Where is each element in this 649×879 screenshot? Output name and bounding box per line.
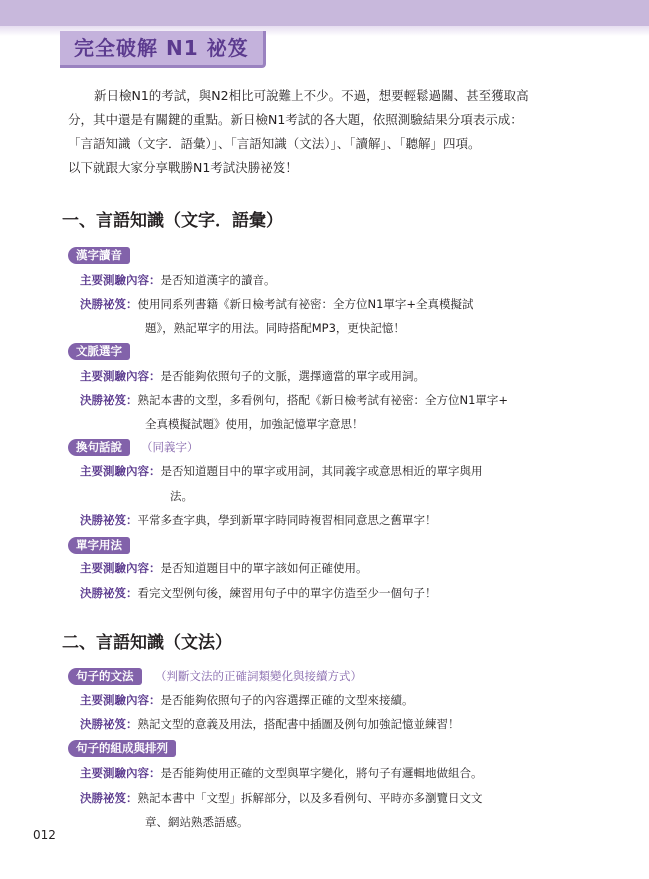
test-content-text: 是否能夠依照句子的文脈，選擇適當的單字或用詞。: [160, 369, 425, 383]
title-banner: [60, 31, 266, 68]
test-content-label: 主要測驗內容：: [80, 766, 161, 780]
test-content-text: 是否知道漢字的讀音。: [160, 273, 276, 287]
test-content-label: 主要測驗內容：: [80, 369, 161, 383]
tip-label: 決勝祕笈：: [80, 297, 138, 311]
section-heading-grammar: 二、言語知識（文法）: [62, 633, 232, 653]
tip-line: [80, 512, 437, 528]
test-content-text: 是否能夠依照句子的內容選擇正確的文型來接續。: [160, 693, 414, 707]
tip-line: [80, 585, 437, 601]
tip-label: 決勝祕笈：: [80, 791, 138, 805]
category-tag-word-usage: 單字用法: [68, 537, 130, 554]
category-tag-note: （同義字）: [141, 440, 199, 454]
intro-line: 「言語知識（文字．語彙）」、「言語知識（文法）」、「讀解」、「聽解」四項。: [68, 136, 481, 151]
tip-text: 熟記本書的文型，多看例句，搭配《新日檢考試有祕密：全方位N1單字+: [137, 393, 509, 407]
page-title: 完全破解 N1 祕笈: [74, 36, 249, 60]
section-heading-vocabulary: 一、言語知識（文字．語彙）: [62, 211, 283, 231]
intro-line: 分，其中還是有關鍵的重點。新日檢N1考試的各大題，依照測驗結果分項表示成：: [68, 112, 523, 127]
tip-line: [80, 716, 460, 732]
tip-label: 決勝祕笈：: [80, 717, 138, 731]
test-content-text: 是否能夠使用正確的文型與單字變化，將句子有邏輯地做組合。: [160, 766, 483, 780]
header-band: [0, 0, 649, 26]
category-tag-paraphrase: 換句話說: [68, 439, 130, 456]
category-tag-sentence-grammar: 句子的文法: [68, 668, 142, 685]
category-tag-sentence-composition: 句子的組成與排列: [68, 740, 176, 757]
intro-line: 新日檢N1的考試，與N2相比可說難上不少。不過，想要輕鬆過關、甚至獲取高: [94, 88, 529, 103]
category-tag-note: （判斷文法的正確詞類變化與接續方式）: [155, 669, 362, 683]
test-content-text: 是否知道題目中的單字或用詞，其同義字或意思相近的單字與用: [160, 464, 483, 478]
page-number: 012: [33, 828, 56, 842]
tip-line: [80, 296, 474, 312]
tip-text-continued: 題》，熟記單字的用法。同時搭配MP3，更快記憶！: [145, 321, 405, 335]
tip-label: 決勝祕笈：: [80, 586, 138, 600]
test-content-line: [80, 765, 483, 781]
test-content-label: 主要測驗內容：: [80, 273, 161, 287]
test-content-label: 主要測驗內容：: [80, 693, 161, 707]
test-content-line: [80, 560, 368, 576]
test-content-line: [80, 463, 483, 479]
tip-label: 決勝祕笈：: [80, 513, 138, 527]
test-content-line: [80, 692, 414, 708]
test-content-text: 是否知道題目中的單字該如何正確使用。: [160, 561, 368, 575]
tip-text-continued: 全真模擬試題》使用，加強記憶單字意思！: [145, 417, 364, 431]
tip-text: 熟記本書中「文型」拆解部分，以及多看例句、平時亦多瀏覽日文文: [137, 791, 483, 805]
category-tag-context: 文脈選字: [68, 343, 130, 360]
tip-label: 決勝祕笈：: [80, 393, 138, 407]
tip-text-continued: 章、網站熟悉語感。: [145, 815, 249, 829]
tip-line: [80, 392, 508, 408]
tip-line: [80, 790, 483, 806]
intro-paragraph: [68, 84, 568, 180]
tip-text: 平常多查字典，學到新單字時同時複習相同意思之舊單字！: [137, 513, 437, 527]
category-tag-kanji-reading: 漢字讀音: [68, 247, 130, 264]
test-content-label: 主要測驗內容：: [80, 561, 161, 575]
test-content-label: 主要測驗內容：: [80, 464, 161, 478]
tip-text: 熟記文型的意義及用法，搭配書中插圖及例句加強記憶並練習！: [137, 717, 460, 731]
tip-text: 使用同系列書籍《新日檢考試有祕密：全方位N1單字+全真模擬試: [137, 297, 474, 311]
test-content-continued: 法。: [170, 489, 193, 503]
test-content-line: [80, 368, 425, 384]
intro-line: 以下就跟大家分享戰勝N1考試決勝祕笈！: [68, 160, 298, 175]
tip-text: 看完文型例句後，練習用句子中的單字仿造至少一個句子！: [137, 586, 437, 600]
test-content-line: [80, 272, 276, 288]
